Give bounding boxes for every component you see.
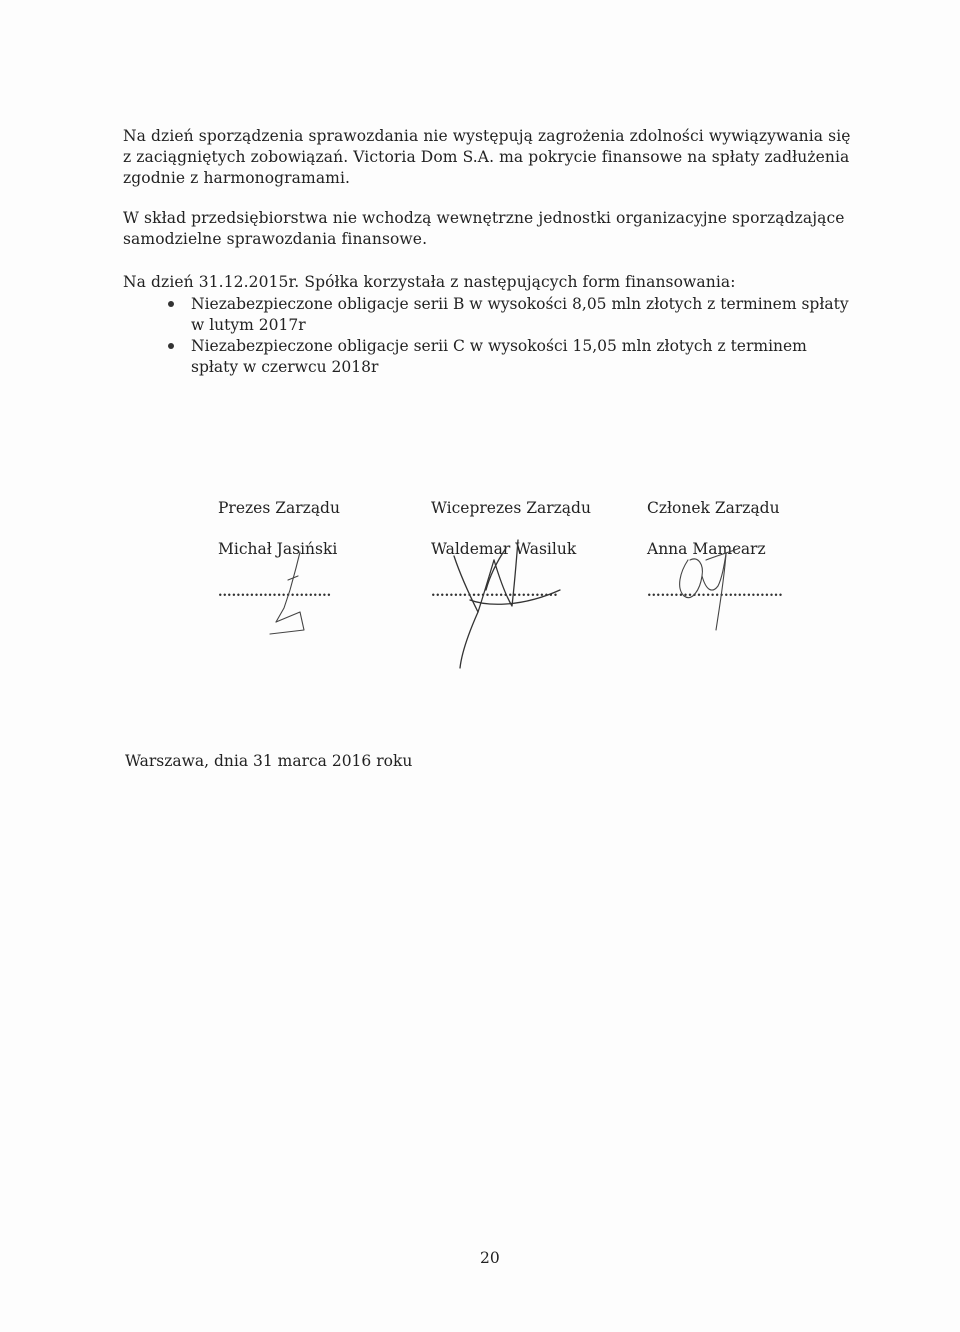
paragraph-solvency: Na dzień sporządzenia sprawozdania nie występują zagrożenia zdolności wywiązywania się z zaciągniętych zobowiązań. Victoria Dom S.A. ma pokrycie finansowe na spłaty zadłużenia zgodnie z harmonogramami. [123, 127, 851, 187]
list-item-text: Niezabezpieczone obligacje serii C w wysokości 15,05 mln złotych z terminem spłaty w czerwcu 2018r [191, 337, 807, 376]
list-item [166, 336, 858, 378]
signatory-role: Wiceprezes Zarządu [431, 499, 591, 517]
financing-list [166, 294, 858, 378]
signature-block-vice-president [431, 498, 591, 603]
signature-line: ............................ [431, 585, 558, 600]
signatory-role: Prezes Zarządu [218, 499, 340, 517]
signatory-role: Członek Zarządu [647, 499, 780, 517]
paragraph-financing-intro: Na dzień 31.12.2015r. Spółka korzystała z następujących form finansowania: [123, 273, 736, 291]
signature-block-president [218, 498, 340, 603]
bullet-icon [168, 343, 174, 349]
list-item [166, 294, 858, 336]
signatory-name: Michał Jasiński [218, 540, 338, 558]
paragraph-organizational-units: W skład przedsiębiorstwa nie wchodzą wewnętrzne jednostki organizacyjne sporządzające samodzielne sprawozdania finansowe. [123, 209, 845, 248]
place-and-date: Warszawa, dnia 31 marca 2016 roku [125, 752, 413, 770]
page-number: 20 [480, 1249, 500, 1267]
signatory-name: Waldemar Wasiluk [431, 540, 577, 558]
bullet-icon [168, 301, 174, 307]
signatory-name: Anna Mamcarz [647, 540, 766, 558]
signature-block-board-member [647, 498, 783, 603]
signature-line: .............................. [647, 585, 783, 600]
signature-line: ......................... [218, 585, 332, 600]
list-item-text: Niezabezpieczone obligacje serii B w wysokości 8,05 mln złotych z terminem spłaty w lutym 2017r [191, 295, 849, 334]
